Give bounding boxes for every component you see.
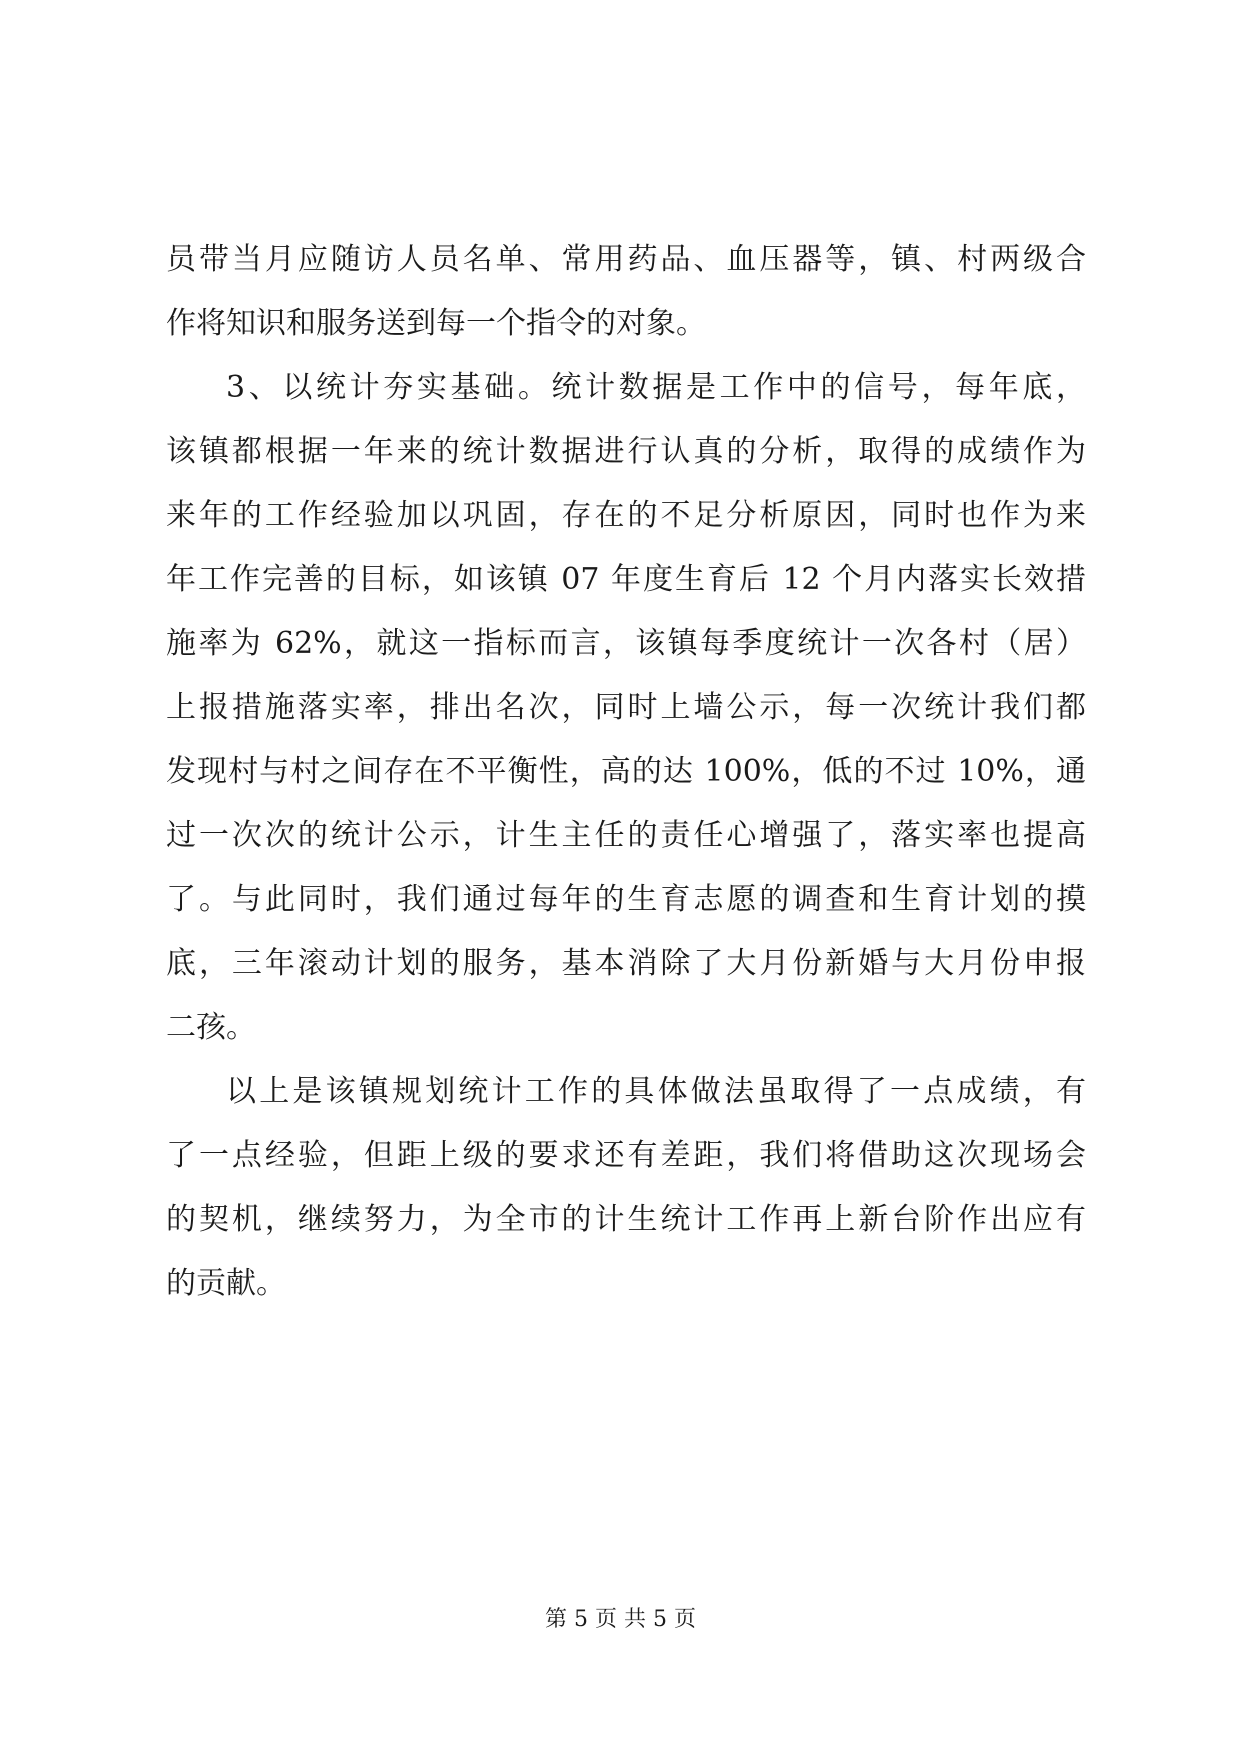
text-line: 施率为 62%，就这一指标而言，该镇每季度统计一次各村（居）: [166, 626, 1086, 661]
text-line: 的契机，继续努力，为全市的计生统计工作再上新台阶作出应有: [166, 1202, 1086, 1237]
text-line: 底，三年滚动计划的服务，基本消除了大月份新婚与大月份申报: [166, 946, 1086, 981]
text-line: 发现村与村之间存在不平衡性，高的达 100%，低的不过 10%，通: [166, 754, 1086, 789]
text-line: 过一次次的统计公示，计生主任的责任心增强了，落实率也提高: [166, 818, 1086, 853]
text-line: 以上是该镇规划统计工作的具体做法虽取得了一点成绩，有: [226, 1074, 1086, 1109]
text-line: 了一点经验，但距上级的要求还有差距，我们将借助这次现场会: [166, 1138, 1086, 1173]
text-line: 的贡献。: [166, 1266, 286, 1301]
text-line: 二孩。: [166, 1010, 256, 1045]
text-line: 3、以统计夯实基础。统计数据是工作中的信号，每年底，: [226, 370, 1086, 405]
text-line: 了。与此同时，我们通过每年的生育志愿的调查和生育计划的摸: [166, 882, 1086, 917]
text-line: 年工作完善的目标，如该镇 07 年度生育后 12 个月内落实长效措: [166, 562, 1086, 597]
text-line: 该镇都根据一年来的统计数据进行认真的分析，取得的成绩作为: [166, 434, 1086, 469]
page-number-footer: 第 5 页 共 5 页: [545, 1607, 696, 1632]
document-body: [166, 228, 1086, 1316]
text-line: 来年的工作经验加以巩固，存在的不足分析原因，同时也作为来: [166, 498, 1086, 533]
text-line: 员带当月应随访人员名单、常用药品、血压器等，镇、村两级合: [166, 242, 1086, 277]
text-line: 上报措施落实率，排出名次，同时上墙公示，每一次统计我们都: [166, 690, 1086, 725]
text-line: 作将知识和服务送到每一个指令的对象。: [166, 306, 706, 341]
